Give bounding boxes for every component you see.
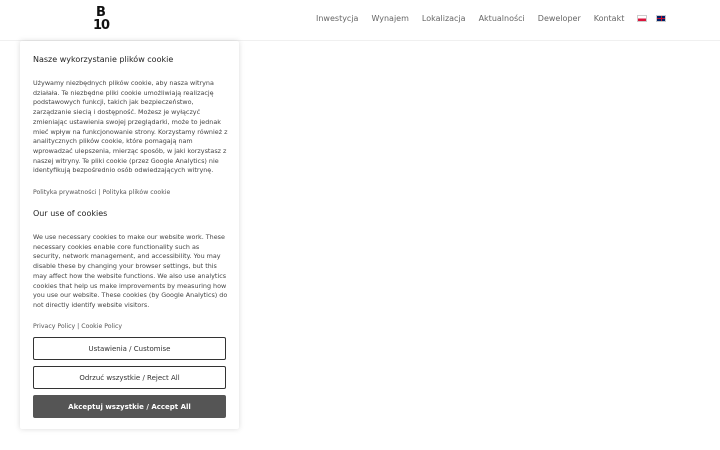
cookie-title-pl: Nasze wykorzystanie plików cookie (33, 55, 174, 64)
policy-links-en (33, 323, 122, 330)
cookie-text-pl: Używamy niezbędnych plików cookie, aby nasza witryna działała. Te niezbędne pliki cookie umożliwiają realizację podstawowych funkcji, takich jak bezpieczeństwo, zarządzanie siecią i dostępność. Możesz je wyłączyć zmieniając ustawienia swojej przeglądarki, może to jednak mieć wpływ na funkcjonowanie strony. Korzystamy również z analitycznych plików cookie, które pomagają nam wprowadzać ulepszenia, mierząc sposób, w jaki korzystasz z naszej witryny. Te pliki cookie (przez Google Analytics) nie identyfikują bezpośrednio osób odwiedzających witrynę. (33, 79, 228, 175)
nav-item-kontakt[interactable]: Kontakt (593, 14, 625, 23)
flag-en-icon[interactable] (656, 15, 666, 22)
nav-item-aktualnosci[interactable]: Aktualności (478, 14, 525, 23)
logo[interactable] (93, 5, 113, 33)
cookie-text-en: We use necessary cookies to make our website work. These necessary cookies enable core functionality such as security, network management, and accessibility. You may disable these by changing your browser settings, but this may affect how the website functions. We also use analytics cookies that help us make improvements by measuring how you use our website. These cookies (by Google Analytics) do not directly identify website visitors. (33, 233, 228, 309)
policy-links-pl (33, 189, 170, 196)
privacy-policy-link-pl[interactable]: Polityka prywatności (33, 189, 97, 196)
nav-item-inwestycja[interactable]: Inwestycja (316, 14, 359, 23)
cookie-settings-button[interactable]: Ustawienia / Customise (33, 337, 226, 360)
cookie-policy-link-en[interactable]: Cookie Policy (81, 323, 123, 330)
reject-all-button[interactable]: Odrzuć wszystkie / Reject All (33, 366, 226, 389)
flag-pl-icon[interactable] (637, 15, 647, 22)
main-nav (316, 14, 675, 23)
nav-item-lokalizacja[interactable]: Lokalizacja (421, 14, 466, 23)
cookie-policy-link-pl[interactable]: Polityka plików cookie (102, 189, 171, 196)
cookie-title-en: Our use of cookies (33, 209, 108, 218)
privacy-policy-link-en[interactable]: Privacy Policy (33, 323, 76, 330)
accept-all-button[interactable]: Akceptuj wszystkie / Accept All (33, 395, 226, 418)
cookie-consent-panel (20, 41, 239, 429)
nav-item-deweloper[interactable]: Deweloper (537, 14, 581, 23)
link-separator: | (77, 323, 80, 330)
logo-number: 10 (93, 18, 110, 33)
nav-item-wynajem[interactable]: Wynajem (371, 14, 409, 23)
logo-letter: B (96, 5, 106, 20)
site-header (0, 0, 720, 40)
link-separator: | (98, 189, 101, 196)
